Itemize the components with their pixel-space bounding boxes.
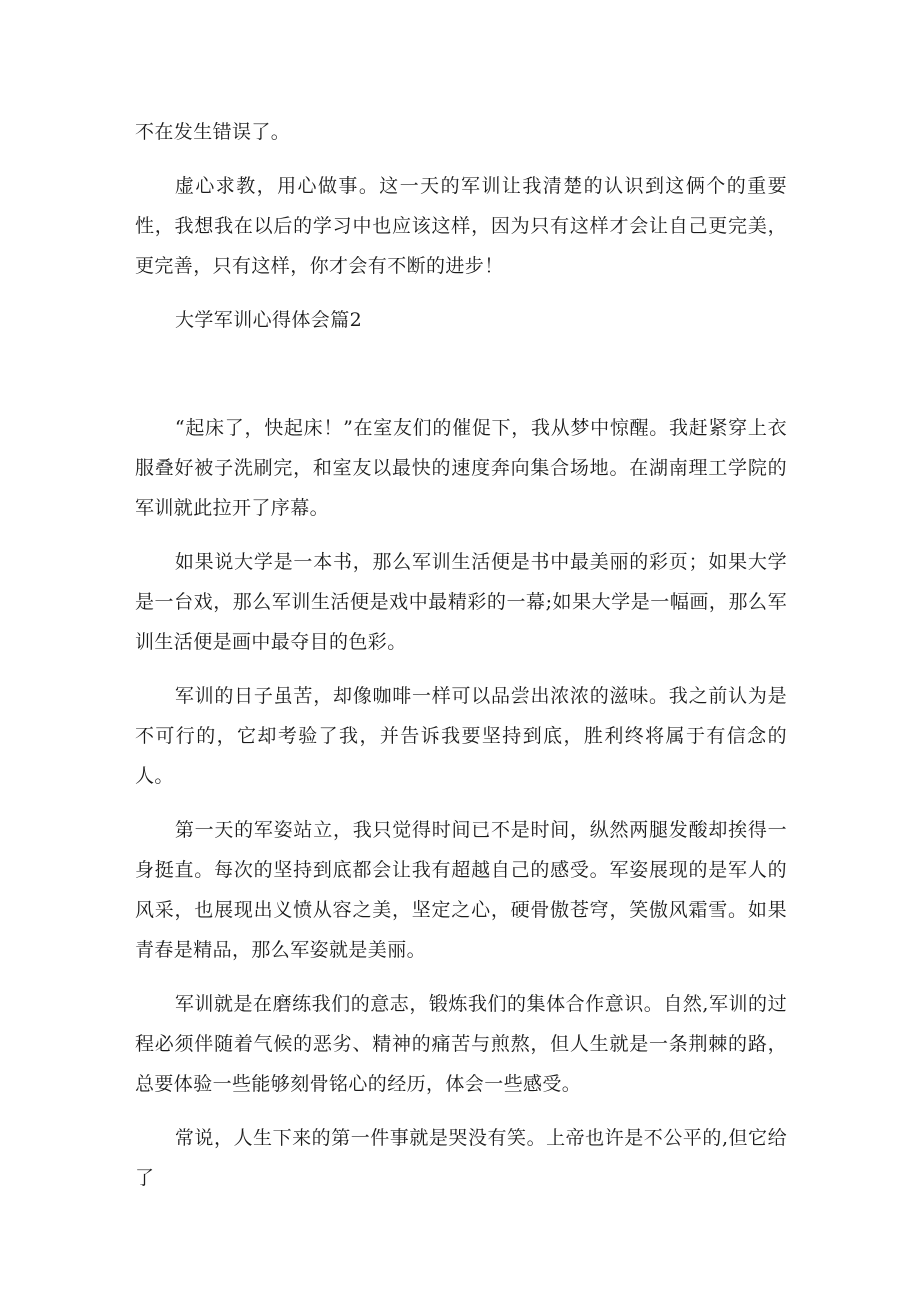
paragraph: 军训的日子虽苦，却像咖啡一样可以品尝出浓浓的滋味。我之前认为是不可行的，它却考验了我，并告诉我要坚持到底，胜利终将属于有信念的人。 (135, 685, 787, 787)
paragraph: 常说，人生下来的第一件事就是哭没有笑。上帝也许是不公平的,但它给了 (135, 1127, 787, 1189)
paragraph: 虚心求教，用心做事。这一天的军训让我清楚的认识到这俩个的重要性，我想我在以后的学习中也应该这样，因为只有这样才会让自己更完美，更完善，只有这样，你才会有不断的进步！ (135, 175, 787, 277)
paragraph: 军训就是在磨练我们的意志，锻炼我们的集体合作意识。自然,军训的过程必须伴随着气候的恶劣、精神的痛苦与煎熬，但人生就是一条荆棘的路，总要体验一些能够刻骨铭心的经历，体会一些感受。 (135, 993, 787, 1095)
paragraph: 第一天的军姿站立，我只觉得时间已不是时间，纵然两腿发酸却挨得一身挺直。每次的坚持到底都会让我有超越自己的感受。军姿展现的是军人的风采，也展现出义愤从容之美，坚定之心，硬骨傲苍穹，笑傲风霜雪。如果青春是精品，那么军姿就是美丽。 (135, 819, 787, 961)
document-page (135, 112, 787, 1198)
paragraph: 如果说大学是一本书，那么军训生活便是书中最美丽的彩页；如果大学是一台戏，那么军训生活便是戏中最精彩的一幕;如果大学是一幅画，那么军训生活便是画中最夺目的色彩。 (135, 551, 787, 653)
paragraph-continued: 不在发生错误了。 (135, 121, 291, 143)
section-heading: 大学军训心得体会篇2 (175, 309, 363, 331)
paragraph: “起床了，快起床！”在室友们的催促下，我从梦中惊醒。我赶紧穿上衣服叠好被子洗刷完，和室友以最快的速度奔向集合场地。在湖南理工学院的军训就此拉开了序幕。 (135, 417, 787, 519)
